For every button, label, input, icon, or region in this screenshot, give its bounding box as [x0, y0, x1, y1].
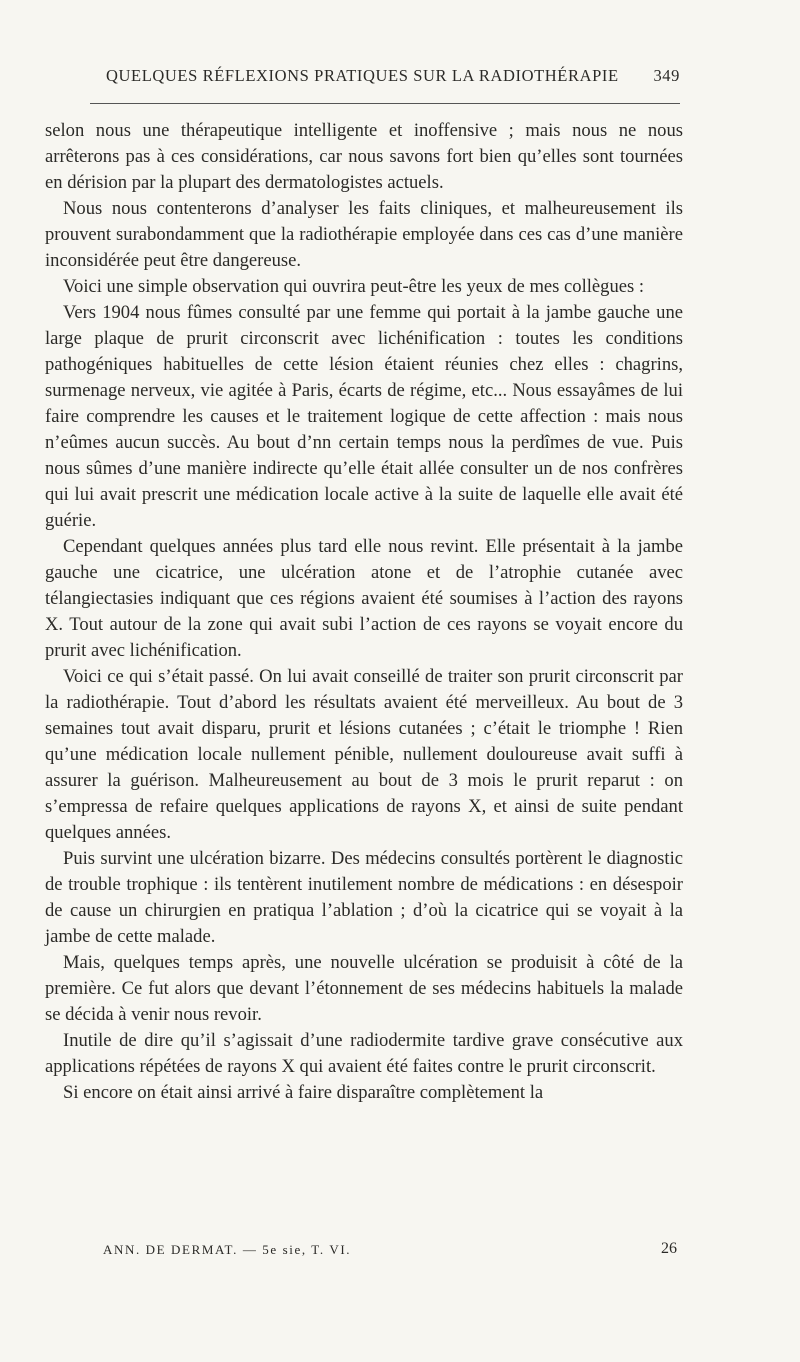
page-footer	[103, 1240, 683, 1264]
running-title: QUELQUES RÉFLEXIONS PRATIQUES SUR LA RADIOTHÉRAPIE	[106, 66, 619, 85]
paragraph: Puis survint une ulcération bizarre. Des médecins consultés portèrent le diagnostic de trouble trophique : ils tentèrent inutilement nombre de médications : en désespoir de cause un chirurgien en pratiqua l’ablation ; d’où la cicatrice qui se voyait à la jambe de cette malade.	[45, 848, 683, 947]
paragraph: selon nous une thérapeutique intelligente et inoffensive ; mais nous ne nous arrêterons pas à ces considérations, car nous savons fort bien qu’elles sont tournées en dérision par la plupart des dermatologistes actuels.	[45, 120, 683, 193]
paragraph: Inutile de dire qu’il s’agissait d’une radiodermite tardive grave consécutive aux applications répétées de rayons X qui avaient été faites contre le prurit circonscrit.	[45, 1030, 683, 1077]
paragraph: Vers 1904 nous fûmes consulté par une femme qui portait à la jambe gauche une large plaque de prurit circonscrit avec lichénification : toutes les conditions pathogéniques habituelles de cette lésion étaient réunies chez elles : chagrins, surmenage nerveux, vie agitée à Paris, écarts de régime, etc... Nous essayâmes de lui faire comprendre les causes et le traitement logique de cette affection : mais nous n’eûmes aucun succès. Au bout d’nn certain temps nous la perdîmes de vue. Puis nous sûmes d’une manière indirecte qu’elle était allée consulter un de nos confrères qui lui avait prescrit une médication locale active à la suite de laquelle elle avait été guérie.	[45, 302, 683, 531]
paragraph: Mais, quelques temps après, une nouvelle ulcération se produisit à côté de la première. Ce fut alors que devant l’étonnement de ses médecins habituels la malade se décida à venir nous revoir.	[45, 952, 683, 1025]
journal-signature: ANN. DE DERMAT. — 5e sie, T. VI.	[103, 1242, 352, 1257]
header-rule	[90, 103, 680, 104]
paragraph: Nous nous contenterons d’analyser les faits cliniques, et malheureusement ils prouvent surabondamment que la radiothérapie employée dans ces cas d’une manière inconsidérée peut être dangereuse.	[45, 198, 683, 271]
paragraph: Voici une simple observation qui ouvrira peut-être les yeux de mes collègues :	[63, 276, 645, 297]
paragraph: Voici ce qui s’était passé. On lui avait conseillé de traiter son prurit circonscrit par la radiothérapie. Tout d’abord les résultats avaient été merveilleux. Au bout de 3 semaines tout avait disparu, prurit et lésions cutanées ; c’était le triomphe ! Rien qu’une médication locale nullement pénible, nullement douloureuse avait suffi à assurer la guérison. Malheureusement au bout de 3 mois le prurit reparut : on s’empressa de refaire quelques applications de rayons X, et ainsi de suite pendant quelques années.	[45, 666, 683, 843]
paragraph: Cependant quelques années plus tard elle nous revint. Elle présentait à la jambe gauche une cicatrice, une ulcération atone et de l’atrophie cutanée avec télangiectasies indiquant que ces régions avaient été soumises à l’action des rayons X. Tout autour de la zone qui avait subi l’action de ces rayons se voyait encore du prurit avec lichénification.	[45, 536, 683, 661]
paragraph: Si encore on était ainsi arrivé à faire disparaître complètement la	[63, 1082, 544, 1103]
signature-number: 26	[661, 1240, 677, 1257]
page-number: 349	[653, 66, 680, 85]
running-header	[90, 64, 680, 94]
body-text	[45, 118, 683, 1106]
